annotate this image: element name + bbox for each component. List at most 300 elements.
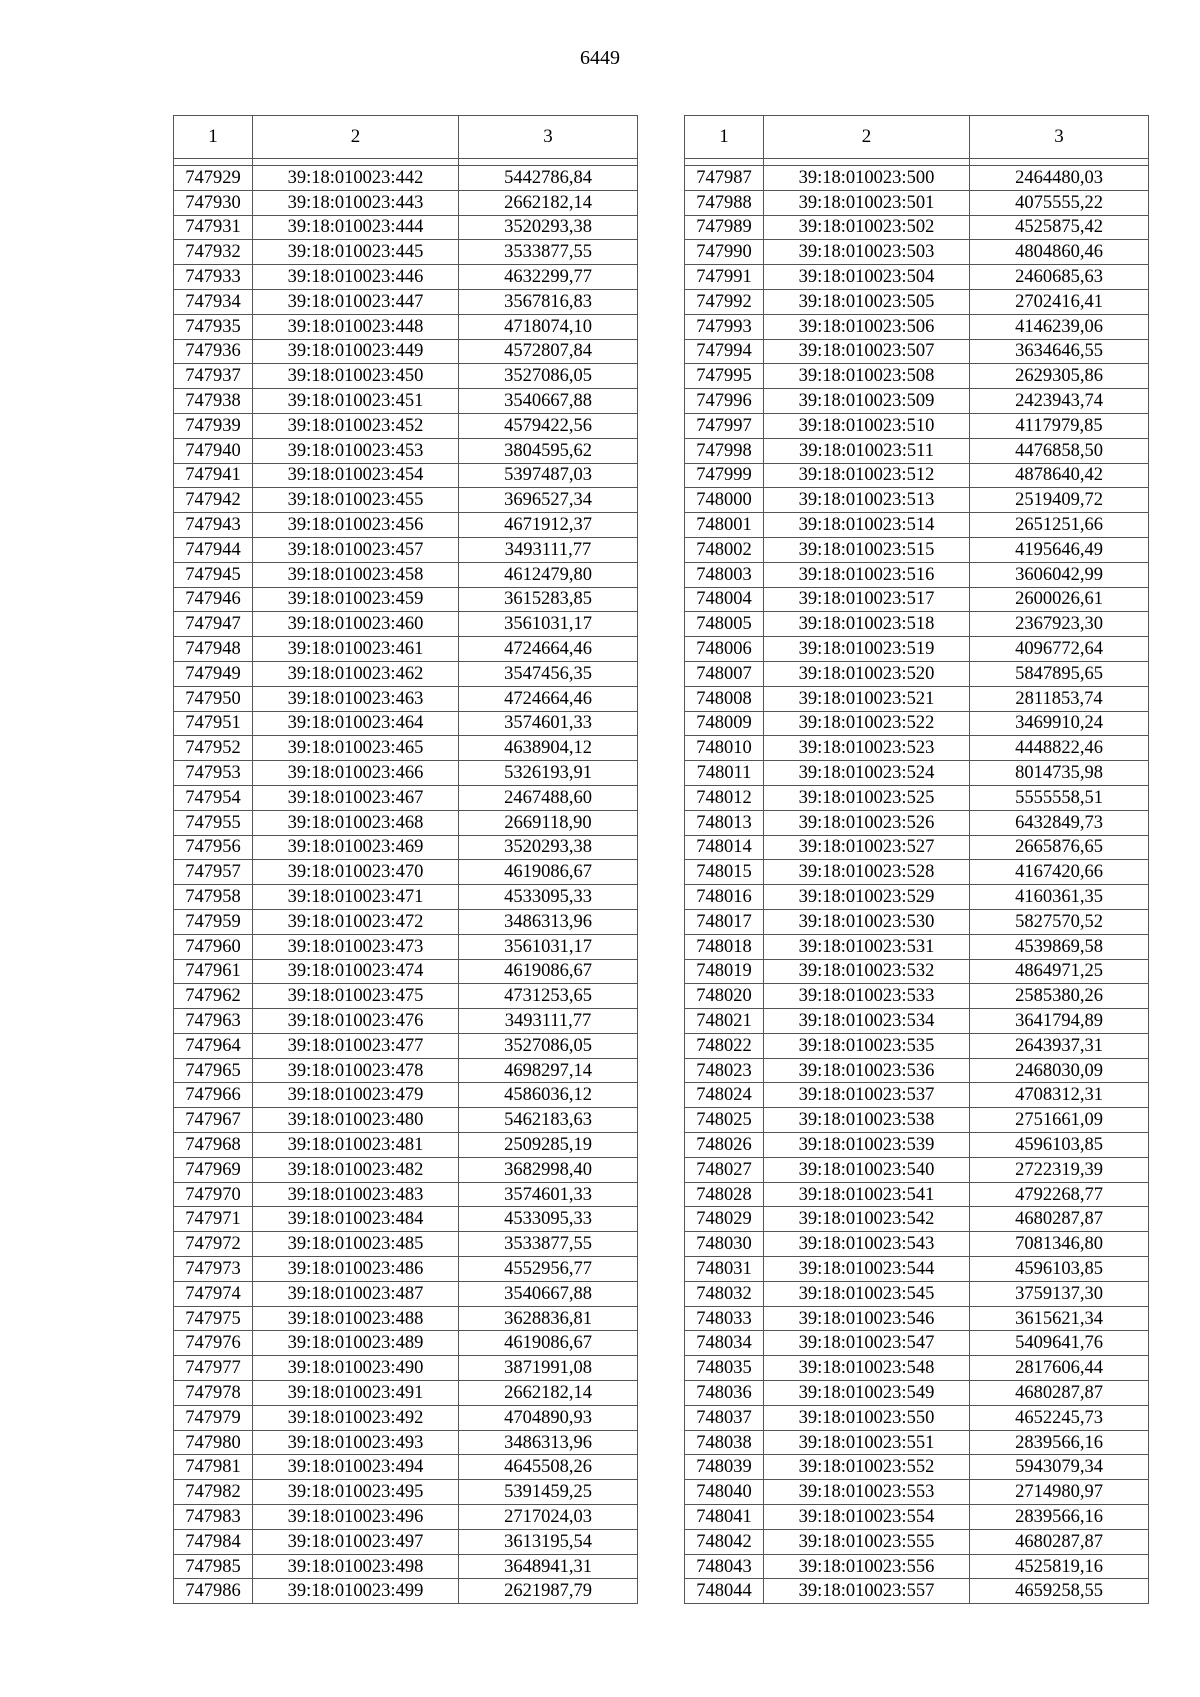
cadastral-number-cell: 39:18:010023:524 — [764, 761, 970, 786]
value-cell: 2665876,65 — [970, 835, 1149, 860]
cadastral-number-cell: 39:18:010023:533 — [764, 984, 970, 1009]
row-number-cell: 747964 — [174, 1033, 253, 1058]
value-cell: 4632299,77 — [459, 265, 638, 290]
value-cell: 2839566,16 — [970, 1430, 1149, 1455]
table-row — [685, 1157, 1149, 1182]
cadastral-number-cell: 39:18:010023:476 — [253, 1009, 459, 1034]
cadastral-number-cell: 39:18:010023:482 — [253, 1157, 459, 1182]
value-cell: 2717024,03 — [459, 1505, 638, 1530]
cadastral-number-cell: 39:18:010023:514 — [764, 513, 970, 538]
table-row — [174, 1306, 638, 1331]
table-row — [685, 314, 1149, 339]
row-number-cell: 748026 — [685, 1133, 764, 1158]
table-row — [685, 488, 1149, 513]
column-header-2: 2 — [764, 116, 970, 159]
cadastral-number-cell: 39:18:010023:471 — [253, 885, 459, 910]
table-row — [685, 1505, 1149, 1530]
value-cell: 2468030,09 — [970, 1058, 1149, 1083]
row-number-cell: 747990 — [685, 240, 764, 265]
row-number-cell: 747951 — [174, 711, 253, 736]
table-row — [174, 1331, 638, 1356]
row-number-cell: 747932 — [174, 240, 253, 265]
cadastral-number-cell: 39:18:010023:446 — [253, 265, 459, 290]
row-number-cell: 748019 — [685, 959, 764, 984]
value-cell: 4195646,49 — [970, 537, 1149, 562]
table-row — [174, 909, 638, 934]
table-row — [174, 1480, 638, 1505]
value-cell: 3613195,54 — [459, 1529, 638, 1554]
row-number-cell: 747970 — [174, 1182, 253, 1207]
cadastral-number-cell: 39:18:010023:499 — [253, 1579, 459, 1604]
cadastral-number-cell: 39:18:010023:553 — [764, 1480, 970, 1505]
column-header-1: 1 — [174, 116, 253, 159]
table-row — [174, 240, 638, 265]
table-row — [685, 1009, 1149, 1034]
row-number-cell: 747952 — [174, 736, 253, 761]
row-number-cell: 747939 — [174, 413, 253, 438]
row-number-cell: 747985 — [174, 1554, 253, 1579]
value-cell: 4724664,46 — [459, 637, 638, 662]
value-cell: 3486313,96 — [459, 909, 638, 934]
cadastral-number-cell: 39:18:010023:484 — [253, 1207, 459, 1232]
cadastral-number-cell: 39:18:010023:467 — [253, 785, 459, 810]
column-header-3: 3 — [970, 116, 1149, 159]
cadastral-number-cell: 39:18:010023:456 — [253, 513, 459, 538]
value-cell: 3615621,34 — [970, 1306, 1149, 1331]
value-cell: 3606042,99 — [970, 562, 1149, 587]
table-row — [174, 1009, 638, 1034]
value-cell: 4167420,66 — [970, 860, 1149, 885]
value-cell: 4680287,87 — [970, 1529, 1149, 1554]
table-row — [174, 215, 638, 240]
row-number-cell: 747943 — [174, 513, 253, 538]
value-cell: 2629305,86 — [970, 364, 1149, 389]
cadastral-number-cell: 39:18:010023:460 — [253, 612, 459, 637]
cadastral-number-cell: 39:18:010023:552 — [764, 1455, 970, 1480]
cadastral-number-cell: 39:18:010023:510 — [764, 413, 970, 438]
cadastral-number-cell: 39:18:010023:551 — [764, 1430, 970, 1455]
table-row — [685, 438, 1149, 463]
value-cell: 5397487,03 — [459, 463, 638, 488]
table-row — [685, 860, 1149, 885]
row-number-cell: 747938 — [174, 389, 253, 414]
value-cell: 4619086,67 — [459, 860, 638, 885]
value-cell: 3628836,81 — [459, 1306, 638, 1331]
row-number-cell: 747955 — [174, 810, 253, 835]
cadastral-number-cell: 39:18:010023:541 — [764, 1182, 970, 1207]
row-number-cell: 748005 — [685, 612, 764, 637]
value-cell: 3871991,08 — [459, 1356, 638, 1381]
cadastral-number-cell: 39:18:010023:459 — [253, 587, 459, 612]
row-number-cell: 748033 — [685, 1306, 764, 1331]
row-number-cell: 747984 — [174, 1529, 253, 1554]
value-cell: 2509285,19 — [459, 1133, 638, 1158]
value-cell: 2839566,16 — [970, 1505, 1149, 1530]
table-row — [685, 1207, 1149, 1232]
cadastral-number-cell: 39:18:010023:540 — [764, 1157, 970, 1182]
table-row — [685, 1108, 1149, 1133]
row-number-cell: 747967 — [174, 1108, 253, 1133]
row-number-cell: 748031 — [685, 1257, 764, 1282]
table-row — [174, 1356, 638, 1381]
value-cell: 3540667,88 — [459, 1281, 638, 1306]
page-number: 6449 — [580, 47, 620, 69]
cadastral-number-cell: 39:18:010023:463 — [253, 686, 459, 711]
row-number-cell: 747946 — [174, 587, 253, 612]
table-row — [174, 1579, 638, 1604]
table-row — [174, 190, 638, 215]
table-row — [174, 438, 638, 463]
right-table — [684, 115, 1149, 1604]
table-row — [174, 785, 638, 810]
table-row — [174, 537, 638, 562]
table-row — [685, 537, 1149, 562]
row-number-cell: 747971 — [174, 1207, 253, 1232]
value-cell: 4525875,42 — [970, 215, 1149, 240]
table-row — [685, 587, 1149, 612]
cadastral-number-cell: 39:18:010023:547 — [764, 1331, 970, 1356]
value-cell: 2585380,26 — [970, 984, 1149, 1009]
table-row — [174, 810, 638, 835]
row-number-cell: 748008 — [685, 686, 764, 711]
table-row — [174, 1529, 638, 1554]
value-cell: 2662182,14 — [459, 190, 638, 215]
cadastral-number-cell: 39:18:010023:452 — [253, 413, 459, 438]
table-row — [685, 934, 1149, 959]
row-number-cell: 747979 — [174, 1405, 253, 1430]
value-cell: 4552956,77 — [459, 1257, 638, 1282]
value-cell: 4704890,93 — [459, 1405, 638, 1430]
cadastral-number-cell: 39:18:010023:529 — [764, 885, 970, 910]
value-cell: 4448822,46 — [970, 736, 1149, 761]
value-cell: 3561031,17 — [459, 934, 638, 959]
table-row — [174, 1281, 638, 1306]
value-cell: 2662182,14 — [459, 1381, 638, 1406]
row-number-cell: 747976 — [174, 1331, 253, 1356]
value-cell: 4619086,67 — [459, 959, 638, 984]
cadastral-number-cell: 39:18:010023:451 — [253, 389, 459, 414]
row-number-cell: 748027 — [685, 1157, 764, 1182]
cadastral-number-cell: 39:18:010023:490 — [253, 1356, 459, 1381]
cadastral-number-cell: 39:18:010023:497 — [253, 1529, 459, 1554]
value-cell: 3493111,77 — [459, 1009, 638, 1034]
cadastral-number-cell: 39:18:010023:445 — [253, 240, 459, 265]
row-number-cell: 748034 — [685, 1331, 764, 1356]
cadastral-number-cell: 39:18:010023:466 — [253, 761, 459, 786]
cadastral-number-cell: 39:18:010023:489 — [253, 1331, 459, 1356]
value-cell: 4160361,35 — [970, 885, 1149, 910]
row-number-cell: 747999 — [685, 463, 764, 488]
cadastral-number-cell: 39:18:010023:503 — [764, 240, 970, 265]
cadastral-number-cell: 39:18:010023:498 — [253, 1554, 459, 1579]
table-row — [685, 1306, 1149, 1331]
cadastral-number-cell: 39:18:010023:508 — [764, 364, 970, 389]
value-cell: 3634646,55 — [970, 339, 1149, 364]
row-number-cell: 747982 — [174, 1480, 253, 1505]
value-cell: 3561031,17 — [459, 612, 638, 637]
value-cell: 3648941,31 — [459, 1554, 638, 1579]
value-cell: 4724664,46 — [459, 686, 638, 711]
row-number-cell: 747991 — [685, 265, 764, 290]
cadastral-number-cell: 39:18:010023:526 — [764, 810, 970, 835]
cadastral-number-cell: 39:18:010023:520 — [764, 661, 970, 686]
row-number-cell: 748018 — [685, 934, 764, 959]
value-cell: 5409641,76 — [970, 1331, 1149, 1356]
table-row — [685, 1430, 1149, 1455]
cadastral-number-cell: 39:18:010023:488 — [253, 1306, 459, 1331]
cadastral-number-cell: 39:18:010023:501 — [764, 190, 970, 215]
table-row — [174, 1232, 638, 1257]
row-number-cell: 747941 — [174, 463, 253, 488]
header-row — [174, 116, 638, 159]
cadastral-number-cell: 39:18:010023:481 — [253, 1133, 459, 1158]
table-row — [685, 661, 1149, 686]
value-cell: 2714980,97 — [970, 1480, 1149, 1505]
cadastral-number-cell: 39:18:010023:536 — [764, 1058, 970, 1083]
cadastral-number-cell: 39:18:010023:468 — [253, 810, 459, 835]
row-number-cell: 748003 — [685, 562, 764, 587]
value-cell: 4659258,55 — [970, 1579, 1149, 1604]
value-cell: 4731253,65 — [459, 984, 638, 1009]
value-cell: 4792268,77 — [970, 1182, 1149, 1207]
row-number-cell: 747986 — [174, 1579, 253, 1604]
value-cell: 4645508,26 — [459, 1455, 638, 1480]
cadastral-number-cell: 39:18:010023:525 — [764, 785, 970, 810]
row-number-cell: 747949 — [174, 661, 253, 686]
cadastral-number-cell: 39:18:010023:450 — [253, 364, 459, 389]
row-number-cell: 748004 — [685, 587, 764, 612]
row-number-cell: 747945 — [174, 562, 253, 587]
cadastral-number-cell: 39:18:010023:522 — [764, 711, 970, 736]
row-number-cell: 747961 — [174, 959, 253, 984]
table-row — [685, 463, 1149, 488]
cadastral-number-cell: 39:18:010023:531 — [764, 934, 970, 959]
row-number-cell: 748017 — [685, 909, 764, 934]
table-row — [685, 513, 1149, 538]
row-number-cell: 747980 — [174, 1430, 253, 1455]
row-number-cell: 748036 — [685, 1381, 764, 1406]
table-row — [174, 959, 638, 984]
row-number-cell: 748001 — [685, 513, 764, 538]
row-number-cell: 747937 — [174, 364, 253, 389]
column-header-3: 3 — [459, 116, 638, 159]
cadastral-number-cell: 39:18:010023:535 — [764, 1033, 970, 1058]
value-cell: 2811853,74 — [970, 686, 1149, 711]
cadastral-number-cell: 39:18:010023:453 — [253, 438, 459, 463]
cadastral-number-cell: 39:18:010023:521 — [764, 686, 970, 711]
value-cell: 2367923,30 — [970, 612, 1149, 637]
cadastral-number-cell: 39:18:010023:557 — [764, 1579, 970, 1604]
value-cell: 4680287,87 — [970, 1207, 1149, 1232]
value-cell: 2464480,03 — [970, 166, 1149, 191]
value-cell: 4476858,50 — [970, 438, 1149, 463]
row-number-cell: 748032 — [685, 1281, 764, 1306]
value-cell: 3540667,88 — [459, 389, 638, 414]
row-number-cell: 748022 — [685, 1033, 764, 1058]
header-spacer — [685, 159, 1149, 166]
cadastral-number-cell: 39:18:010023:465 — [253, 736, 459, 761]
value-cell: 4671912,37 — [459, 513, 638, 538]
value-cell: 4146239,06 — [970, 314, 1149, 339]
table-row — [685, 1133, 1149, 1158]
cadastral-number-cell: 39:18:010023:500 — [764, 166, 970, 191]
cadastral-number-cell: 39:18:010023:455 — [253, 488, 459, 513]
row-number-cell: 748042 — [685, 1529, 764, 1554]
table-row — [174, 1157, 638, 1182]
row-number-cell: 747959 — [174, 909, 253, 934]
cadastral-number-cell: 39:18:010023:504 — [764, 265, 970, 290]
row-number-cell: 747995 — [685, 364, 764, 389]
row-number-cell: 748011 — [685, 761, 764, 786]
row-number-cell: 748015 — [685, 860, 764, 885]
cadastral-number-cell: 39:18:010023:549 — [764, 1381, 970, 1406]
row-number-cell: 747935 — [174, 314, 253, 339]
value-cell: 6432849,73 — [970, 810, 1149, 835]
value-cell: 5462183,63 — [459, 1108, 638, 1133]
table-row — [174, 711, 638, 736]
cadastral-number-cell: 39:18:010023:462 — [253, 661, 459, 686]
cadastral-number-cell: 39:18:010023:495 — [253, 1480, 459, 1505]
value-cell: 4878640,42 — [970, 463, 1149, 488]
cadastral-number-cell: 39:18:010023:517 — [764, 587, 970, 612]
row-number-cell: 748035 — [685, 1356, 764, 1381]
table-row — [685, 562, 1149, 587]
table-row — [685, 1529, 1149, 1554]
value-cell: 5391459,25 — [459, 1480, 638, 1505]
table-row — [174, 364, 638, 389]
value-cell: 3520293,38 — [459, 215, 638, 240]
value-cell: 2600026,61 — [970, 587, 1149, 612]
table-row — [685, 1480, 1149, 1505]
value-cell: 4117979,85 — [970, 413, 1149, 438]
table-row — [685, 215, 1149, 240]
row-number-cell: 747987 — [685, 166, 764, 191]
table-row — [174, 1554, 638, 1579]
row-number-cell: 748009 — [685, 711, 764, 736]
table-row — [174, 1108, 638, 1133]
value-cell: 2722319,39 — [970, 1157, 1149, 1182]
value-cell: 5943079,34 — [970, 1455, 1149, 1480]
cadastral-number-cell: 39:18:010023:485 — [253, 1232, 459, 1257]
cadastral-number-cell: 39:18:010023:519 — [764, 637, 970, 662]
cadastral-number-cell: 39:18:010023:539 — [764, 1133, 970, 1158]
row-number-cell: 748016 — [685, 885, 764, 910]
value-cell: 2519409,72 — [970, 488, 1149, 513]
table-row — [685, 785, 1149, 810]
cadastral-number-cell: 39:18:010023:477 — [253, 1033, 459, 1058]
cadastral-number-cell: 39:18:010023:483 — [253, 1182, 459, 1207]
cadastral-number-cell: 39:18:010023:479 — [253, 1083, 459, 1108]
table-row — [685, 389, 1149, 414]
value-cell: 3682998,40 — [459, 1157, 638, 1182]
row-number-cell: 747953 — [174, 761, 253, 786]
cadastral-number-cell: 39:18:010023:480 — [253, 1108, 459, 1133]
row-number-cell: 747931 — [174, 215, 253, 240]
cadastral-number-cell: 39:18:010023:545 — [764, 1281, 970, 1306]
table-row — [174, 1257, 638, 1282]
table-row — [685, 1331, 1149, 1356]
cadastral-number-cell: 39:18:010023:454 — [253, 463, 459, 488]
value-cell: 4864971,25 — [970, 959, 1149, 984]
cadastral-number-cell: 39:18:010023:475 — [253, 984, 459, 1009]
row-number-cell: 748023 — [685, 1058, 764, 1083]
value-cell: 3527086,05 — [459, 1033, 638, 1058]
cadastral-number-cell: 39:18:010023:458 — [253, 562, 459, 587]
value-cell: 2817606,44 — [970, 1356, 1149, 1381]
row-number-cell: 747994 — [685, 339, 764, 364]
row-number-cell: 748014 — [685, 835, 764, 860]
table-row — [685, 190, 1149, 215]
table-row — [174, 885, 638, 910]
cadastral-number-cell: 39:18:010023:509 — [764, 389, 970, 414]
row-number-cell: 747954 — [174, 785, 253, 810]
cadastral-number-cell: 39:18:010023:469 — [253, 835, 459, 860]
row-number-cell: 747962 — [174, 984, 253, 1009]
cadastral-number-cell: 39:18:010023:515 — [764, 537, 970, 562]
row-number-cell: 747933 — [174, 265, 253, 290]
table-row — [174, 686, 638, 711]
row-number-cell: 747948 — [174, 637, 253, 662]
table-row — [685, 265, 1149, 290]
table-row — [174, 612, 638, 637]
value-cell: 4096772,64 — [970, 637, 1149, 662]
row-number-cell: 748029 — [685, 1207, 764, 1232]
value-cell: 3696527,34 — [459, 488, 638, 513]
value-cell: 4572807,84 — [459, 339, 638, 364]
value-cell: 4718074,10 — [459, 314, 638, 339]
row-number-cell: 748025 — [685, 1108, 764, 1133]
value-cell: 3759137,30 — [970, 1281, 1149, 1306]
value-cell: 5827570,52 — [970, 909, 1149, 934]
row-number-cell: 748043 — [685, 1554, 764, 1579]
value-cell: 2751661,09 — [970, 1108, 1149, 1133]
cadastral-number-cell: 39:18:010023:542 — [764, 1207, 970, 1232]
table-row — [174, 587, 638, 612]
value-cell: 4708312,31 — [970, 1083, 1149, 1108]
table-row — [174, 637, 638, 662]
row-number-cell: 748041 — [685, 1505, 764, 1530]
row-number-cell: 748010 — [685, 736, 764, 761]
table-row — [685, 1455, 1149, 1480]
table-row — [685, 686, 1149, 711]
table-row — [174, 488, 638, 513]
row-number-cell: 747942 — [174, 488, 253, 513]
cadastral-number-cell: 39:18:010023:473 — [253, 934, 459, 959]
table-row — [685, 1356, 1149, 1381]
cadastral-number-cell: 39:18:010023:544 — [764, 1257, 970, 1282]
table-row — [685, 1381, 1149, 1406]
row-number-cell: 747978 — [174, 1381, 253, 1406]
value-cell: 4525819,16 — [970, 1554, 1149, 1579]
table-row — [174, 1430, 638, 1455]
table-row — [174, 860, 638, 885]
cadastral-number-cell: 39:18:010023:491 — [253, 1381, 459, 1406]
table-row — [174, 1505, 638, 1530]
row-number-cell: 747981 — [174, 1455, 253, 1480]
table-row — [174, 1207, 638, 1232]
cadastral-number-cell: 39:18:010023:516 — [764, 562, 970, 587]
cadastral-number-cell: 39:18:010023:537 — [764, 1083, 970, 1108]
cadastral-number-cell: 39:18:010023:494 — [253, 1455, 459, 1480]
cadastral-number-cell: 39:18:010023:555 — [764, 1529, 970, 1554]
value-cell: 2669118,90 — [459, 810, 638, 835]
cadastral-number-cell: 39:18:010023:554 — [764, 1505, 970, 1530]
cadastral-number-cell: 39:18:010023:530 — [764, 909, 970, 934]
table-row — [174, 1381, 638, 1406]
table-row — [174, 339, 638, 364]
value-cell: 4533095,33 — [459, 885, 638, 910]
cadastral-number-cell: 39:18:010023:534 — [764, 1009, 970, 1034]
